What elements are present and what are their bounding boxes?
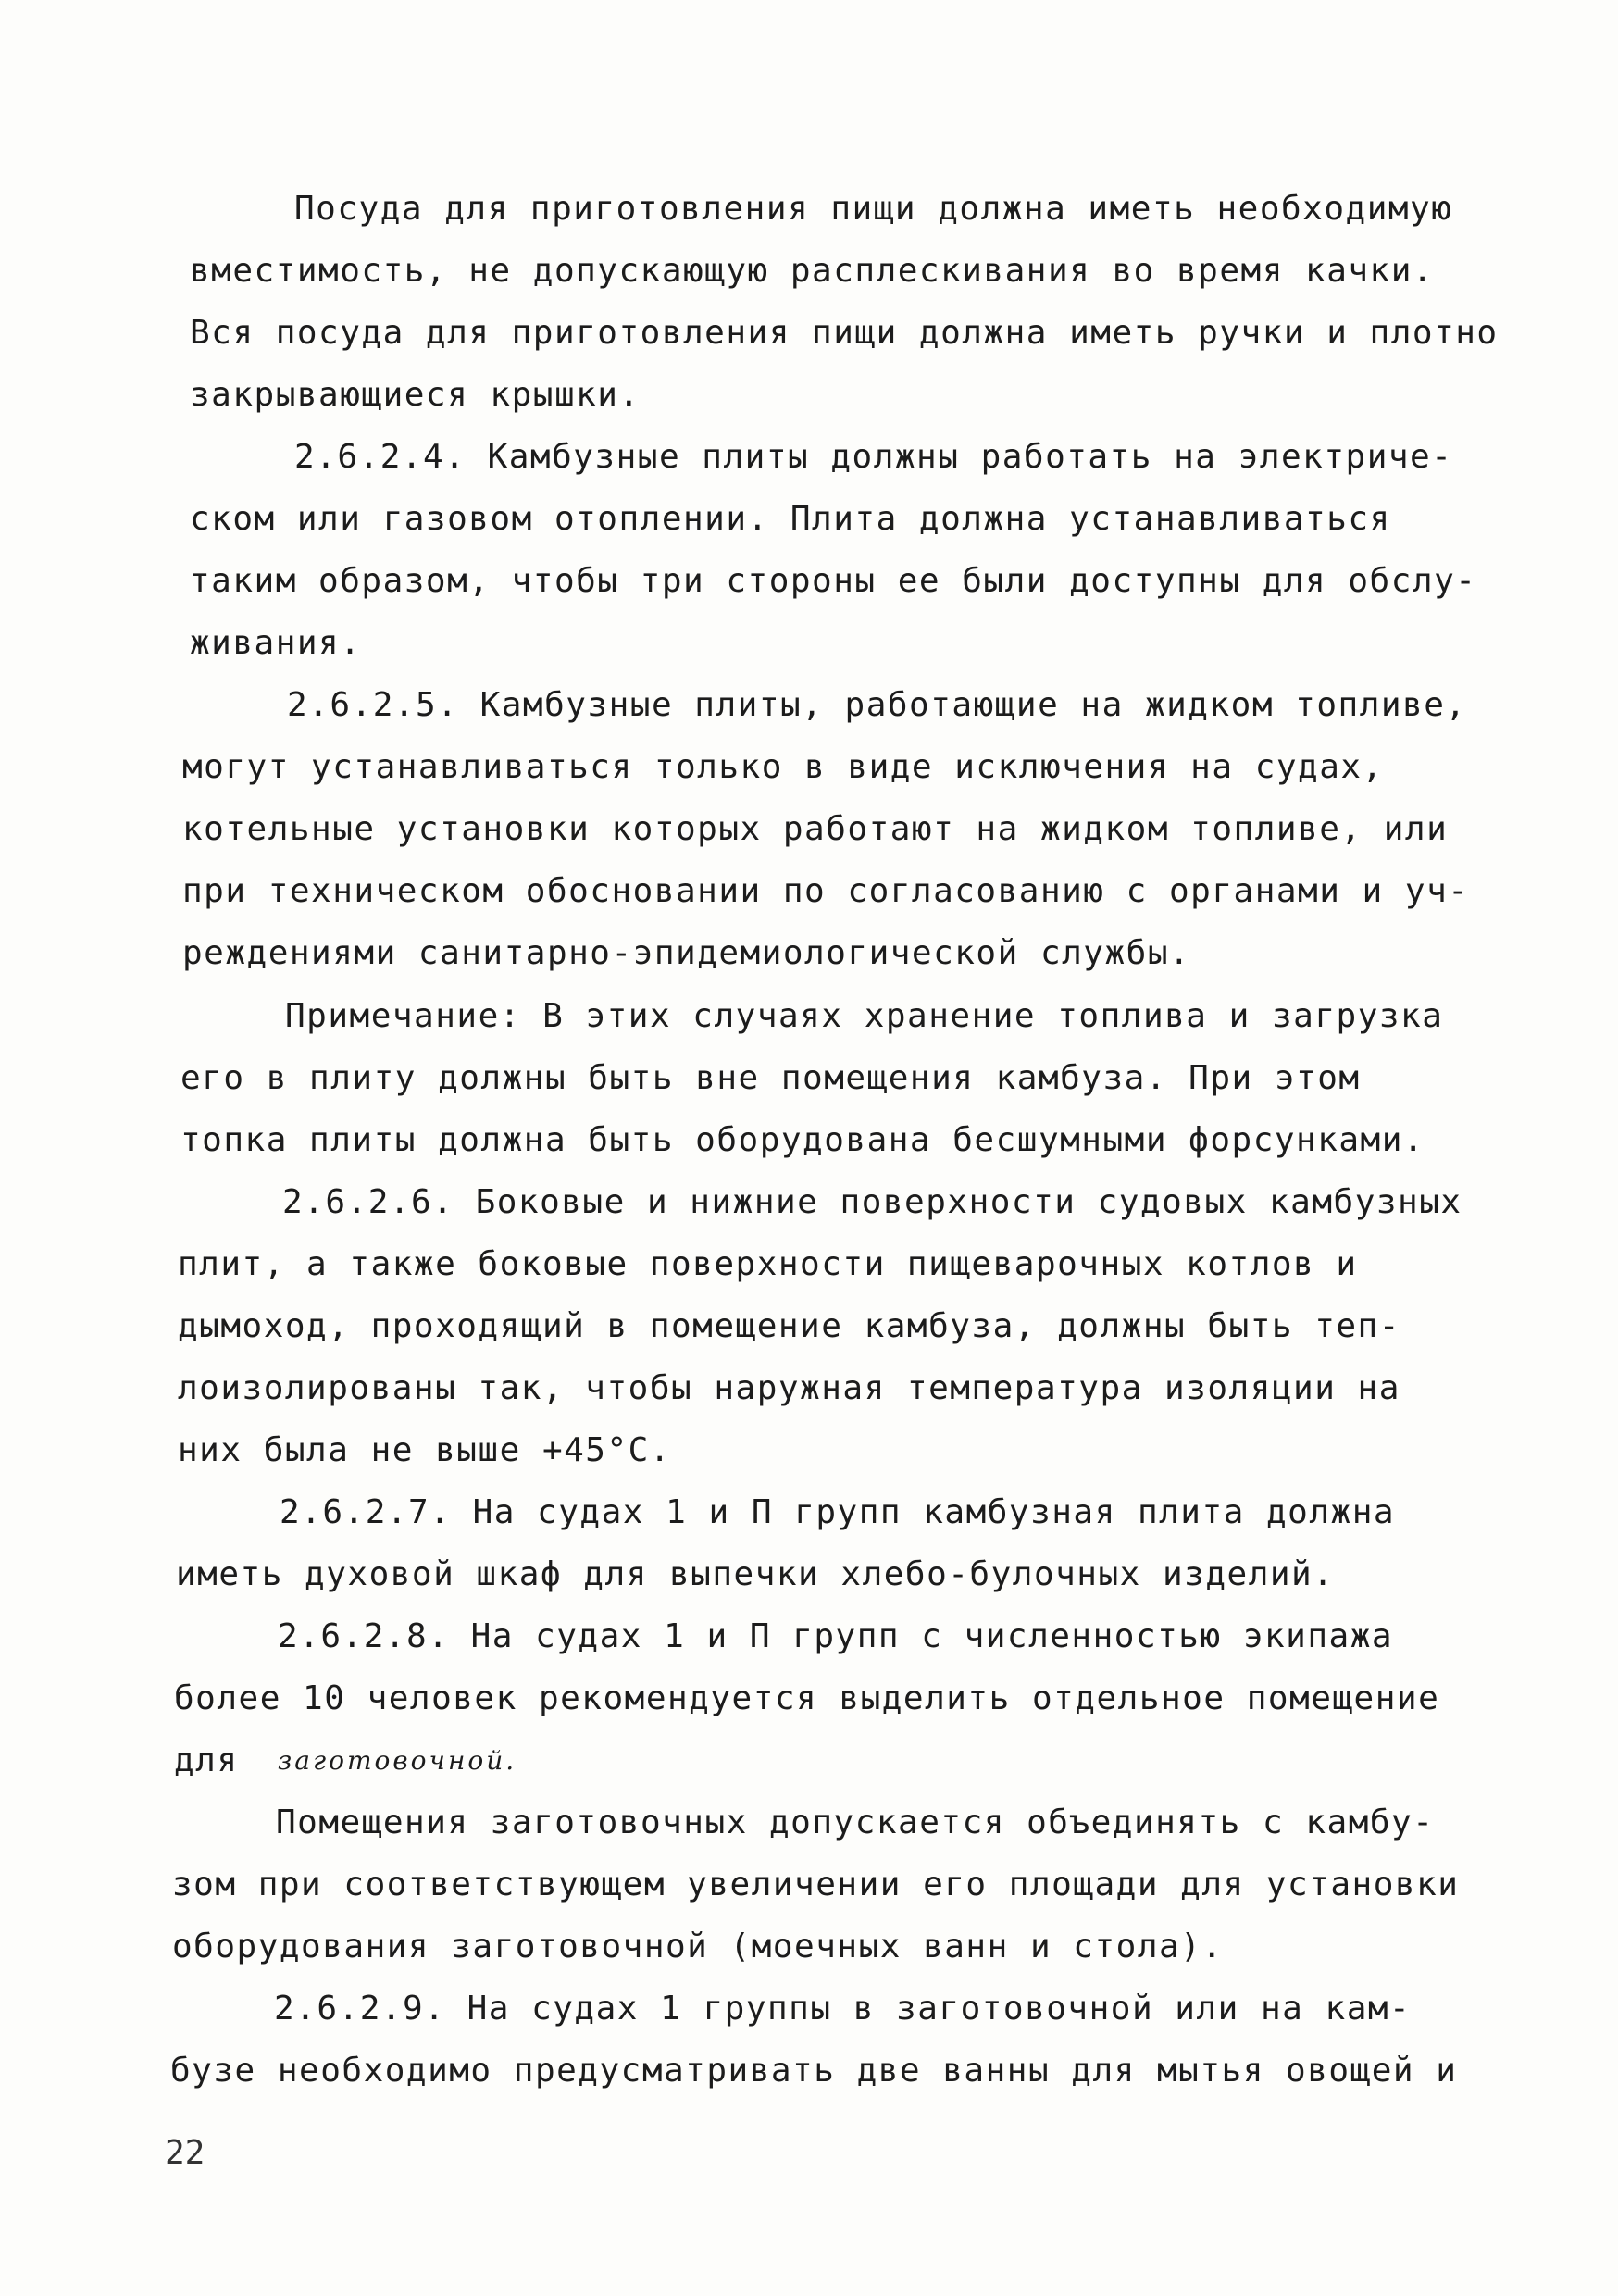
text-line: Посуда для приготовления пищи должна иметь необходимую xyxy=(294,190,1453,228)
text-line: более 10 человек рекомендуется выделить отдельное помещение xyxy=(174,1679,1440,1717)
text-line: них была не выше +45°С. xyxy=(178,1431,671,1469)
text-line: Вся посуда для приготовления пищи должна иметь ручки и плотно xyxy=(190,314,1499,352)
paragraph-2-6-2-8: 2.6.2.8. На судах 1 и П групп с численностью экипажа xyxy=(278,1617,1394,1655)
paragraph-2-6-2-9: 2.6.2.9. На судах 1 группы в заготовочной или на кам- xyxy=(274,1990,1412,2028)
text-line: лоизолированы так, чтобы наружная температура изоляции на xyxy=(178,1369,1400,1407)
paragraph-2-6-2-5: 2.6.2.5. Камбузные плиты, работающие на жидком топливе, xyxy=(287,686,1467,724)
text-line: ском или газовом отоплении. Плита должна устанавливаться xyxy=(190,500,1391,538)
text-line: плит, а также боковые поверхности пищеварочных котлов и xyxy=(178,1245,1358,1283)
text-line: дымоход, проходящий в помещение камбуза, должны быть теп- xyxy=(178,1307,1400,1345)
text-line: бузе необходимо предусматривать две ванны для мытья овощей и xyxy=(170,2052,1458,2090)
page-number: 22 xyxy=(165,2134,205,2172)
note-paragraph: Примечание: В этих случаях хранение топлива и загрузка xyxy=(285,997,1444,1035)
text-line: таким образом, чтобы три стороны ее были доступны для обслу- xyxy=(190,562,1477,600)
text-line: могут устанавливаться только в виде исключения на судах, xyxy=(182,748,1384,786)
text-line: Помещения заготовочных допускается объединять с камбу- xyxy=(276,1803,1435,1841)
text-line: при техническом обосновании по согласованию с органами и уч- xyxy=(182,872,1470,910)
text-line: иметь духовой шкаф для выпечки хлебо-булочных изделий. xyxy=(176,1555,1335,1593)
text-line: оборудования заготовочной (моечных ванн и стола). xyxy=(172,1928,1224,1965)
text-line: зом при соответствующем увеличении его площади для установки xyxy=(172,1866,1460,1903)
text-line: его в плиту должны быть вне помещения камбуза. При этом xyxy=(180,1059,1361,1097)
text-line: живания. xyxy=(190,624,362,662)
handwritten-insertion: заготовочной. xyxy=(278,1745,517,1776)
paragraph-2-6-2-7: 2.6.2.7. На судах 1 и П групп камбузная плита должна xyxy=(280,1493,1396,1531)
text-line: реждениями санитарно-эпидемиологической службы. xyxy=(182,934,1191,972)
text-line: топка плиты должна быть оборудована бесшумными форсунками. xyxy=(180,1121,1425,1159)
paragraph-2-6-2-6: 2.6.2.6. Боковые и нижние поверхности судовых камбузных xyxy=(282,1183,1462,1221)
paragraph-2-6-2-4: 2.6.2.4. Камбузные плиты должны работать на электриче- xyxy=(294,438,1453,476)
text-line: вместимость, не допускающую расплескивания во время качки. xyxy=(190,252,1435,290)
text-line: для xyxy=(174,1741,239,1779)
text-line: котельные установки которых работают на жидком топливе, или xyxy=(182,810,1449,848)
text-line: закрывающиеся крышки. xyxy=(190,376,641,414)
